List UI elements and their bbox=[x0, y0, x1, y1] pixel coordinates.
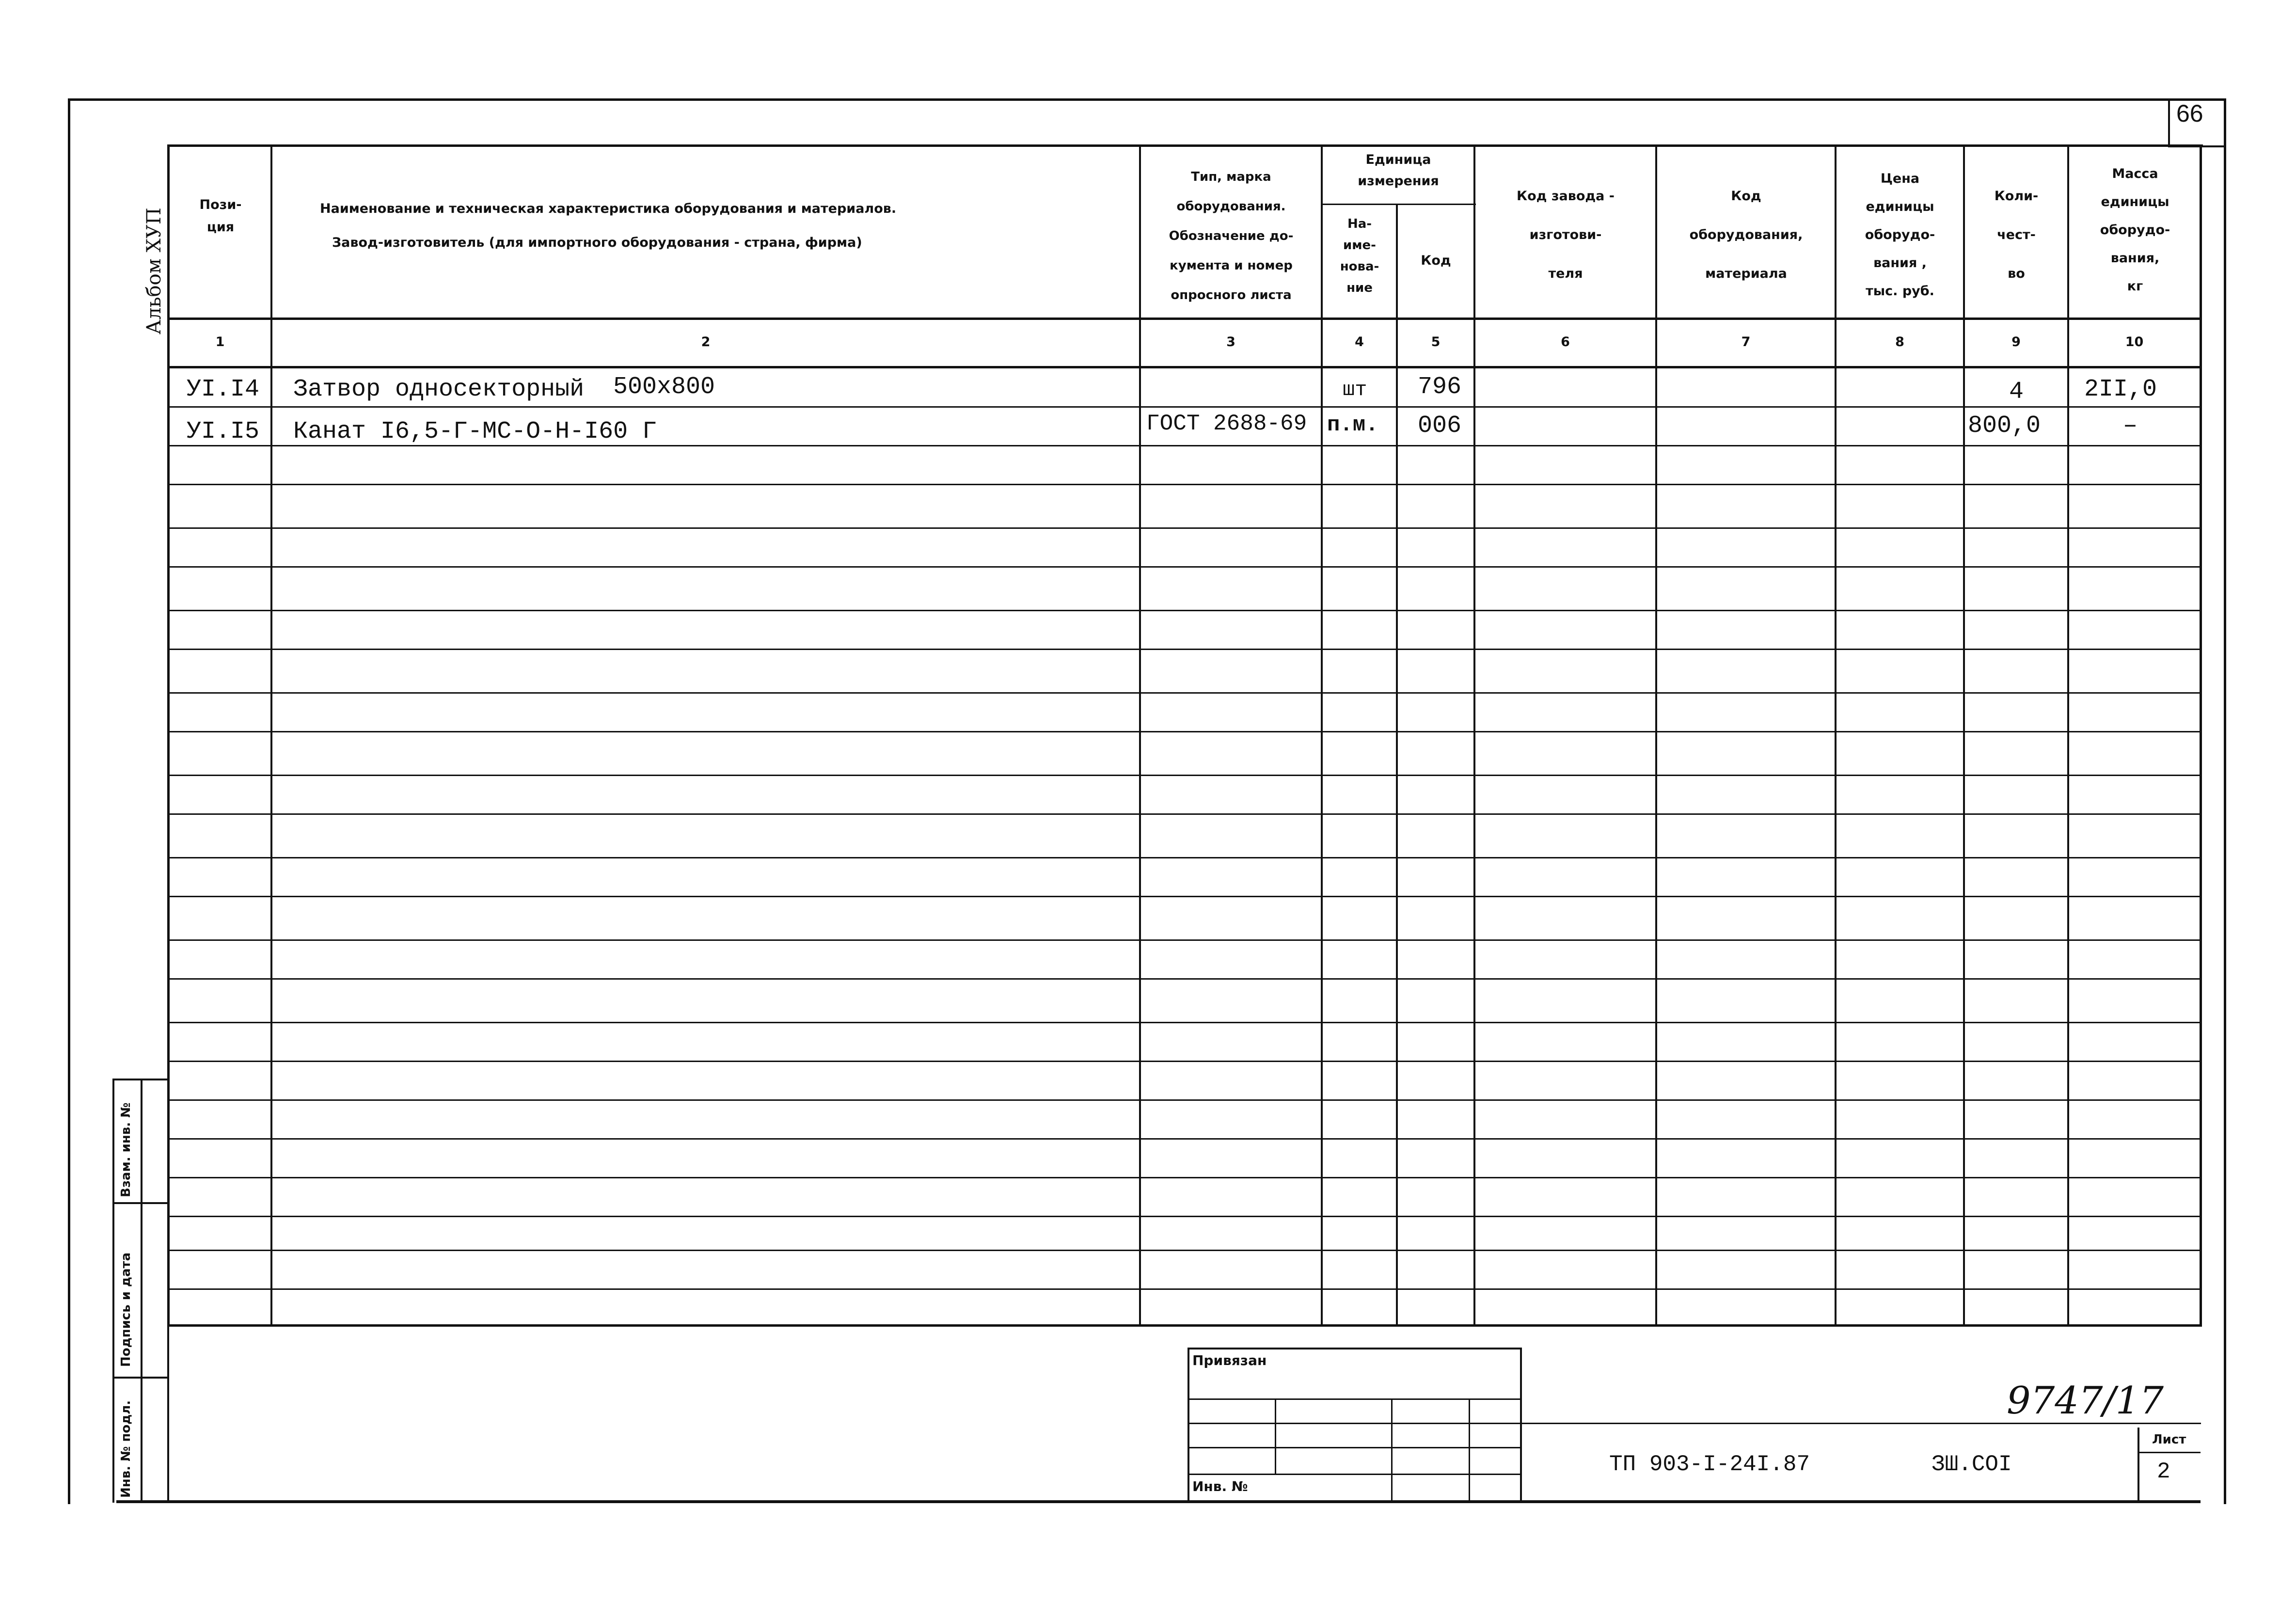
stamp-replaced-inv: Взам. инв. № bbox=[119, 1102, 133, 1197]
header-text: Пози- bbox=[199, 197, 242, 212]
row-line bbox=[167, 939, 2202, 941]
col-divider-9 bbox=[2067, 144, 2069, 1325]
header-bottom bbox=[167, 317, 2202, 320]
col-divider-8 bbox=[1963, 144, 1965, 1325]
header-text: ние bbox=[1346, 281, 1373, 295]
header-text: опросного листа bbox=[1171, 288, 1292, 302]
row-line bbox=[167, 692, 2202, 694]
header-col10 bbox=[2070, 160, 2201, 301]
header-col2 bbox=[274, 187, 1139, 254]
row-line bbox=[167, 1022, 2202, 1023]
header-text: нова- bbox=[1340, 259, 1379, 274]
row-line bbox=[167, 406, 2202, 408]
row-line bbox=[167, 527, 2202, 529]
tb-main-top bbox=[1520, 1423, 2201, 1424]
row-position: УI.I4 bbox=[187, 376, 260, 403]
header-text: кумента и номер bbox=[1170, 258, 1293, 273]
document-suffix: ЗШ.СОI bbox=[1932, 1452, 2012, 1477]
header-text: теля bbox=[1548, 266, 1583, 281]
header-col8 bbox=[1837, 165, 1963, 305]
privyazan-label: Привязан bbox=[1192, 1352, 1267, 1368]
row-type: ГОСТ 2688-69 bbox=[1146, 411, 1307, 436]
sheet-number: 2 bbox=[2157, 1459, 2170, 1484]
row-line bbox=[167, 610, 2202, 611]
stamp-outer-left bbox=[112, 1079, 114, 1503]
header-text: единицы bbox=[2101, 194, 2169, 209]
col-divider-6 bbox=[1655, 144, 1657, 1325]
header-text: во bbox=[2008, 266, 2025, 281]
row-line bbox=[167, 1288, 2202, 1290]
col-divider-2 bbox=[1139, 144, 1141, 1325]
frame-left bbox=[68, 98, 70, 1504]
row-line bbox=[167, 1061, 2202, 1062]
row-unit: п.м. bbox=[1327, 413, 1378, 437]
header-col1 bbox=[171, 194, 270, 238]
stamp-inner-left bbox=[141, 1079, 143, 1503]
frame-top bbox=[68, 98, 2225, 101]
row-line bbox=[167, 649, 2202, 650]
tb-col-3 bbox=[1469, 1398, 1470, 1502]
row-unit: шт bbox=[1343, 378, 1367, 401]
row-line bbox=[167, 775, 2202, 776]
row-line bbox=[167, 857, 2202, 858]
col-divider-3 bbox=[1321, 144, 1323, 1325]
table-right bbox=[2200, 144, 2202, 1325]
header-text: измерения bbox=[1358, 174, 1439, 189]
frame-bottom bbox=[116, 1500, 2201, 1503]
stamp-signature-date: Подпись и дата bbox=[119, 1252, 133, 1367]
col-divider-7 bbox=[1835, 144, 1837, 1325]
header-col9 bbox=[1965, 177, 2067, 293]
header-text: оборудо- bbox=[1865, 227, 1935, 242]
tb-box-right bbox=[1520, 1348, 1522, 1502]
table-top bbox=[167, 144, 2203, 147]
col-divider-5 bbox=[1473, 144, 1475, 1325]
column-number: 3 bbox=[1226, 334, 1235, 349]
sheet-box-left bbox=[2138, 1428, 2139, 1500]
header-text: вания , bbox=[1873, 255, 1927, 270]
header-col6 bbox=[1476, 177, 1655, 293]
header-text: оборудования. bbox=[1176, 199, 1286, 214]
row-name: Канат I6,5-Г-МС-О-Н-I60 Г bbox=[293, 418, 657, 445]
column-number: 1 bbox=[215, 334, 225, 349]
header-unit-group bbox=[1323, 149, 1473, 192]
header-text: Коли- bbox=[1994, 189, 2039, 204]
header-text: кг bbox=[2127, 279, 2143, 294]
header-text: Код завода - bbox=[1517, 189, 1615, 204]
stamp-right bbox=[167, 1079, 169, 1503]
row-mass: 2II,0 bbox=[2084, 376, 2157, 403]
header-text: ция bbox=[206, 220, 235, 235]
tb-row-2 bbox=[1188, 1423, 1522, 1424]
header-text: Завод-изготовитель (для импортного оборудования - страна, фирма) bbox=[332, 235, 862, 250]
row-line bbox=[167, 1138, 2202, 1140]
tb-row-1 bbox=[1188, 1398, 1522, 1400]
column-number: 8 bbox=[1895, 334, 1904, 349]
row-line bbox=[167, 813, 2202, 815]
header-text: Единица bbox=[1365, 152, 1431, 167]
column-number: 5 bbox=[1431, 334, 1441, 349]
unit-group-split bbox=[1321, 204, 1476, 205]
row-mass: – bbox=[2123, 412, 2138, 440]
row-line bbox=[167, 896, 2202, 897]
document-code: ТП 903-I-24I.87 bbox=[1609, 1452, 1810, 1477]
column-number: 4 bbox=[1355, 334, 1364, 349]
row-position: УI.I5 bbox=[187, 418, 260, 445]
row-size: 500х800 bbox=[613, 373, 715, 401]
row-line bbox=[167, 484, 2202, 485]
tb-box-top bbox=[1188, 1348, 1522, 1349]
column-number: 9 bbox=[2011, 334, 2021, 349]
header-text: изготови- bbox=[1529, 227, 1602, 242]
row-code: 006 bbox=[1418, 412, 1462, 440]
sheet-box-split bbox=[2138, 1452, 2201, 1453]
stamp-top bbox=[112, 1079, 169, 1080]
header-text: оборудо- bbox=[2100, 222, 2170, 238]
row-line bbox=[167, 1250, 2202, 1251]
page-number: 66 bbox=[2176, 100, 2203, 127]
row-line bbox=[167, 978, 2202, 980]
column-number: 6 bbox=[1561, 334, 1570, 349]
tb-col-2 bbox=[1391, 1398, 1393, 1502]
page-box-left bbox=[2168, 98, 2170, 147]
header-col7 bbox=[1658, 177, 1835, 293]
frame-right bbox=[2224, 98, 2226, 1504]
header-text: Тип, марка bbox=[1191, 170, 1271, 184]
header-text: Цена bbox=[1880, 171, 1920, 186]
col-divider-1 bbox=[270, 144, 272, 1325]
album-label: Альбом ХУП bbox=[143, 207, 165, 334]
column-number: 10 bbox=[2125, 334, 2144, 349]
header-text: име- bbox=[1343, 238, 1376, 253]
sheet-label: Лист bbox=[2152, 1432, 2186, 1447]
column-number: 7 bbox=[1741, 334, 1751, 349]
row-line bbox=[167, 566, 2202, 568]
row-line bbox=[167, 1099, 2202, 1101]
header-text: Обозначение до- bbox=[1169, 229, 1294, 243]
header-text: Масса bbox=[2112, 166, 2158, 181]
header-text: Наименование и техническая характеристика оборудования и материалов. bbox=[320, 201, 897, 216]
tb-row-4 bbox=[1188, 1474, 1522, 1475]
header-col4 bbox=[1323, 213, 1396, 299]
row-qty: 4 bbox=[2009, 378, 2024, 406]
table-bottom bbox=[167, 1324, 2202, 1327]
header-text: чест- bbox=[1997, 227, 2036, 242]
row-line bbox=[167, 1216, 2202, 1217]
colnum-bottom bbox=[167, 366, 2202, 368]
tb-box-left bbox=[1188, 1348, 1189, 1502]
header-text: оборудования, bbox=[1689, 227, 1803, 242]
row-name: Затвор односекторный bbox=[293, 376, 585, 403]
header-col3 bbox=[1141, 162, 1321, 310]
row-line bbox=[167, 731, 2202, 732]
stamp-split-1 bbox=[112, 1202, 169, 1204]
stamp-original-inv: Инв. № подл. bbox=[119, 1400, 133, 1498]
inv-no-label: Инв. № bbox=[1192, 1478, 1248, 1494]
header-text: материала bbox=[1705, 266, 1787, 281]
handwritten-number: 9747/17 bbox=[2007, 1379, 2164, 1423]
header-text: единицы bbox=[1866, 199, 1934, 214]
stamp-split-2 bbox=[112, 1377, 169, 1379]
header-text: На- bbox=[1347, 217, 1372, 231]
column-number: 2 bbox=[701, 334, 711, 349]
header-text: тыс. руб. bbox=[1866, 284, 1934, 299]
header-col5: Код bbox=[1421, 253, 1451, 268]
col-divider-4 bbox=[1396, 204, 1398, 1325]
row-line bbox=[167, 1177, 2202, 1178]
row-code: 796 bbox=[1418, 373, 1462, 401]
header-text: вания, bbox=[2110, 251, 2160, 266]
header-text: Код bbox=[1731, 189, 1761, 204]
tb-col-1 bbox=[1275, 1398, 1276, 1474]
tb-row-3 bbox=[1188, 1447, 1522, 1448]
row-qty: 800,0 bbox=[1968, 412, 2041, 440]
